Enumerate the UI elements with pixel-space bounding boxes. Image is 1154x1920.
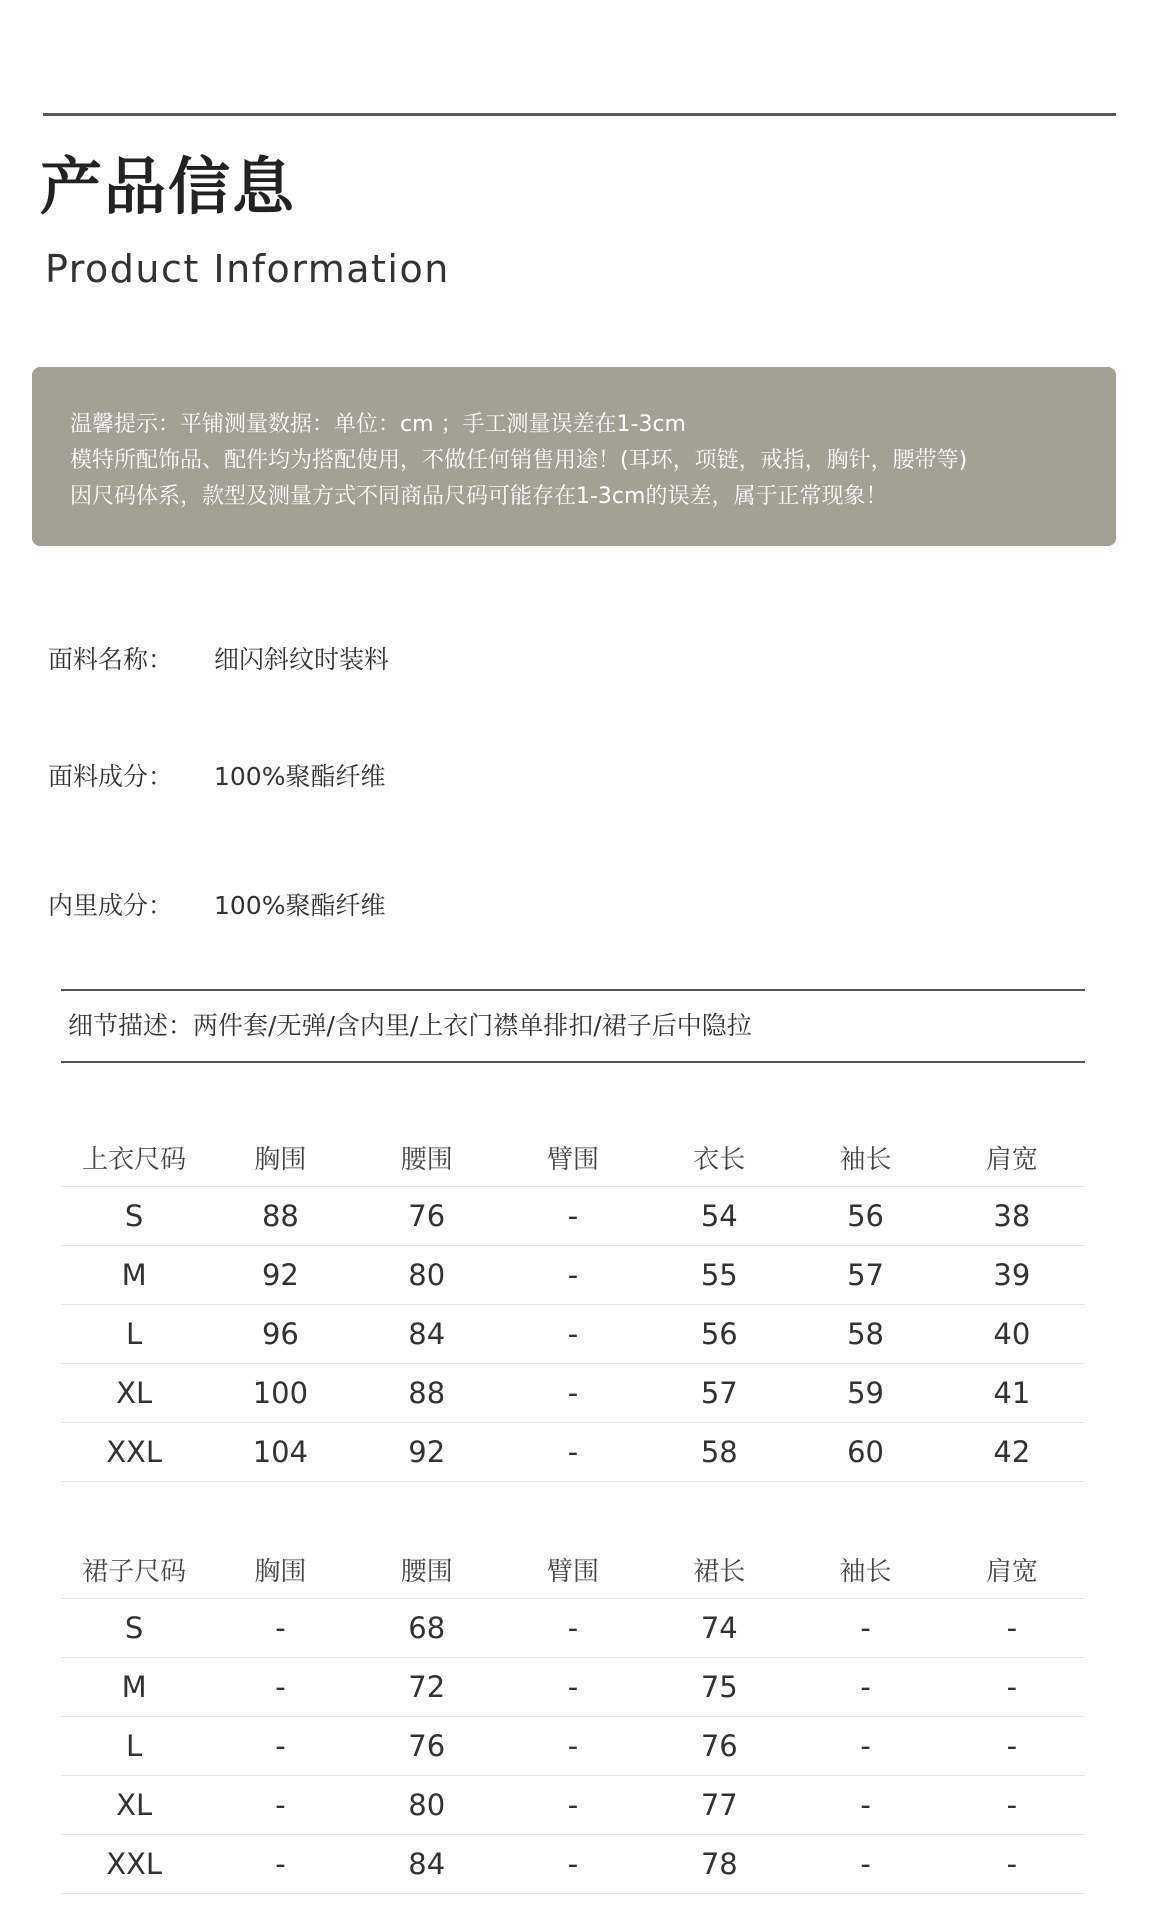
details-label: 细节描述： — [68, 1011, 194, 1040]
table-cell: - — [500, 1187, 646, 1246]
table-cell: 80 — [354, 1246, 500, 1305]
table-cell: XXL — [61, 1423, 207, 1482]
table-row — [61, 1658, 1085, 1717]
table-cell: 92 — [354, 1423, 500, 1482]
table-cell: - — [207, 1835, 353, 1894]
header-cell-size: 上衣尺码 — [61, 1128, 207, 1187]
header-cell-shoulder: 肩宽 — [939, 1540, 1085, 1599]
table-cell: 58 — [646, 1423, 792, 1482]
table-cell: 84 — [354, 1835, 500, 1894]
header-cell-arm: 臂围 — [500, 1128, 646, 1187]
details-row — [68, 1006, 752, 1042]
fabric-name-value: 细闪斜纹时装料 — [214, 645, 390, 674]
fabric-name-row — [48, 640, 389, 676]
table-row — [61, 1599, 1085, 1658]
table-cell: XL — [61, 1776, 207, 1835]
table-cell: 42 — [939, 1423, 1085, 1482]
page-subtitle: Product Information — [45, 247, 450, 291]
table-cell: 54 — [646, 1187, 792, 1246]
fabric-name-label: 面料名称： — [48, 645, 174, 674]
notice-line-measure: 温馨提示：平铺测量数据：单位：cm ；手工测量误差在1-3cm — [70, 412, 686, 437]
top-size-table — [61, 1128, 1085, 1482]
table-cell: 68 — [354, 1599, 500, 1658]
table-cell: 55 — [646, 1246, 792, 1305]
header-cell-sleeve: 袖长 — [792, 1540, 938, 1599]
table-cell: - — [792, 1717, 938, 1776]
table-cell: 88 — [354, 1364, 500, 1423]
table-cell: 80 — [354, 1776, 500, 1835]
table-cell: 60 — [792, 1423, 938, 1482]
table-cell: 74 — [646, 1599, 792, 1658]
table-cell: - — [939, 1835, 1085, 1894]
table-cell: L — [61, 1305, 207, 1364]
table-cell: 78 — [646, 1835, 792, 1894]
table-cell: M — [61, 1658, 207, 1717]
table-cell: - — [939, 1599, 1085, 1658]
table-cell: - — [939, 1776, 1085, 1835]
table-cell: 58 — [792, 1305, 938, 1364]
fabric-composition-row — [48, 757, 385, 793]
details-value: 两件套/无弹/含内里/上衣门襟单排扣/裙子后中隐拉 — [193, 1011, 752, 1040]
header-cell-waist: 腰围 — [354, 1540, 500, 1599]
table-cell: 96 — [207, 1305, 353, 1364]
table-cell: - — [500, 1305, 646, 1364]
table-cell: - — [207, 1776, 353, 1835]
table-cell: 41 — [939, 1364, 1085, 1423]
header-cell-sleeve: 袖长 — [792, 1128, 938, 1187]
table-row — [61, 1246, 1085, 1305]
notice-line-size-error: 因尺码体系，款型及测量方式不同商品尺码可能存在1-3cm的误差，属于正常现象！ — [70, 484, 888, 509]
table-cell: 57 — [792, 1246, 938, 1305]
lining-composition-label: 内里成分： — [48, 891, 174, 920]
top-divider — [43, 113, 1116, 116]
lining-composition-value: 100%聚酯纤维 — [214, 891, 386, 920]
table-cell: - — [792, 1776, 938, 1835]
header-cell-shoulder: 肩宽 — [939, 1128, 1085, 1187]
header-cell-size: 裙子尺码 — [61, 1540, 207, 1599]
table-cell: - — [500, 1835, 646, 1894]
table-cell: XL — [61, 1364, 207, 1423]
table-cell: 56 — [646, 1305, 792, 1364]
table-cell: - — [500, 1246, 646, 1305]
table-cell: - — [500, 1658, 646, 1717]
table-cell: 38 — [939, 1187, 1085, 1246]
table-cell: 57 — [646, 1364, 792, 1423]
table-cell: - — [792, 1599, 938, 1658]
table-cell: - — [500, 1423, 646, 1482]
header-cell-chest: 胸围 — [207, 1540, 353, 1599]
table-cell: - — [500, 1364, 646, 1423]
table-cell: L — [61, 1717, 207, 1776]
fabric-composition-label: 面料成分： — [48, 762, 174, 791]
header-cell-arm: 臂围 — [500, 1540, 646, 1599]
table-cell: 72 — [354, 1658, 500, 1717]
table-cell: - — [207, 1599, 353, 1658]
table-row — [61, 1423, 1085, 1482]
table-cell: 77 — [646, 1776, 792, 1835]
table-cell: - — [792, 1835, 938, 1894]
table-row — [61, 1305, 1085, 1364]
table-cell: S — [61, 1187, 207, 1246]
table-cell: 75 — [646, 1658, 792, 1717]
header-cell-chest: 胸围 — [207, 1128, 353, 1187]
table-cell: - — [500, 1599, 646, 1658]
page-title: 产品信息 — [40, 150, 297, 223]
table-cell: 104 — [207, 1423, 353, 1482]
table-cell: - — [207, 1658, 353, 1717]
table-cell: 92 — [207, 1246, 353, 1305]
fabric-composition-value: 100%聚酯纤维 — [214, 762, 386, 791]
table-cell: - — [939, 1658, 1085, 1717]
table-cell: 76 — [646, 1717, 792, 1776]
table-row — [61, 1187, 1085, 1246]
table-row — [61, 1835, 1085, 1894]
details-bottom-divider — [61, 1061, 1085, 1063]
table-cell: M — [61, 1246, 207, 1305]
notice-box — [32, 367, 1116, 546]
table-cell: - — [939, 1717, 1085, 1776]
notice-line-accessories: 模特所配饰品、配件均为搭配使用，不做任何销售用途！(耳环，项链，戒指，胸针，腰带等) — [70, 448, 968, 473]
table-cell: S — [61, 1599, 207, 1658]
table-cell: 76 — [354, 1717, 500, 1776]
lining-composition-row — [48, 886, 385, 922]
table-row — [61, 1717, 1085, 1776]
table-cell: 40 — [939, 1305, 1085, 1364]
details-top-divider — [61, 989, 1085, 991]
header-cell-waist: 腰围 — [354, 1128, 500, 1187]
table-cell: XXL — [61, 1835, 207, 1894]
table-cell: 39 — [939, 1246, 1085, 1305]
table-cell: 88 — [207, 1187, 353, 1246]
table-cell: - — [500, 1717, 646, 1776]
skirt-size-table — [61, 1540, 1085, 1894]
table-cell: - — [207, 1717, 353, 1776]
table-cell: - — [500, 1776, 646, 1835]
table-cell: 59 — [792, 1364, 938, 1423]
table-cell: 76 — [354, 1187, 500, 1246]
table-header-row — [61, 1540, 1085, 1599]
table-cell: 100 — [207, 1364, 353, 1423]
header-cell-length: 衣长 — [646, 1128, 792, 1187]
table-row — [61, 1776, 1085, 1835]
table-row — [61, 1364, 1085, 1423]
table-cell: - — [792, 1658, 938, 1717]
table-cell: 56 — [792, 1187, 938, 1246]
table-header-row — [61, 1128, 1085, 1187]
table-cell: 84 — [354, 1305, 500, 1364]
header-cell-skirt-length: 裙长 — [646, 1540, 792, 1599]
